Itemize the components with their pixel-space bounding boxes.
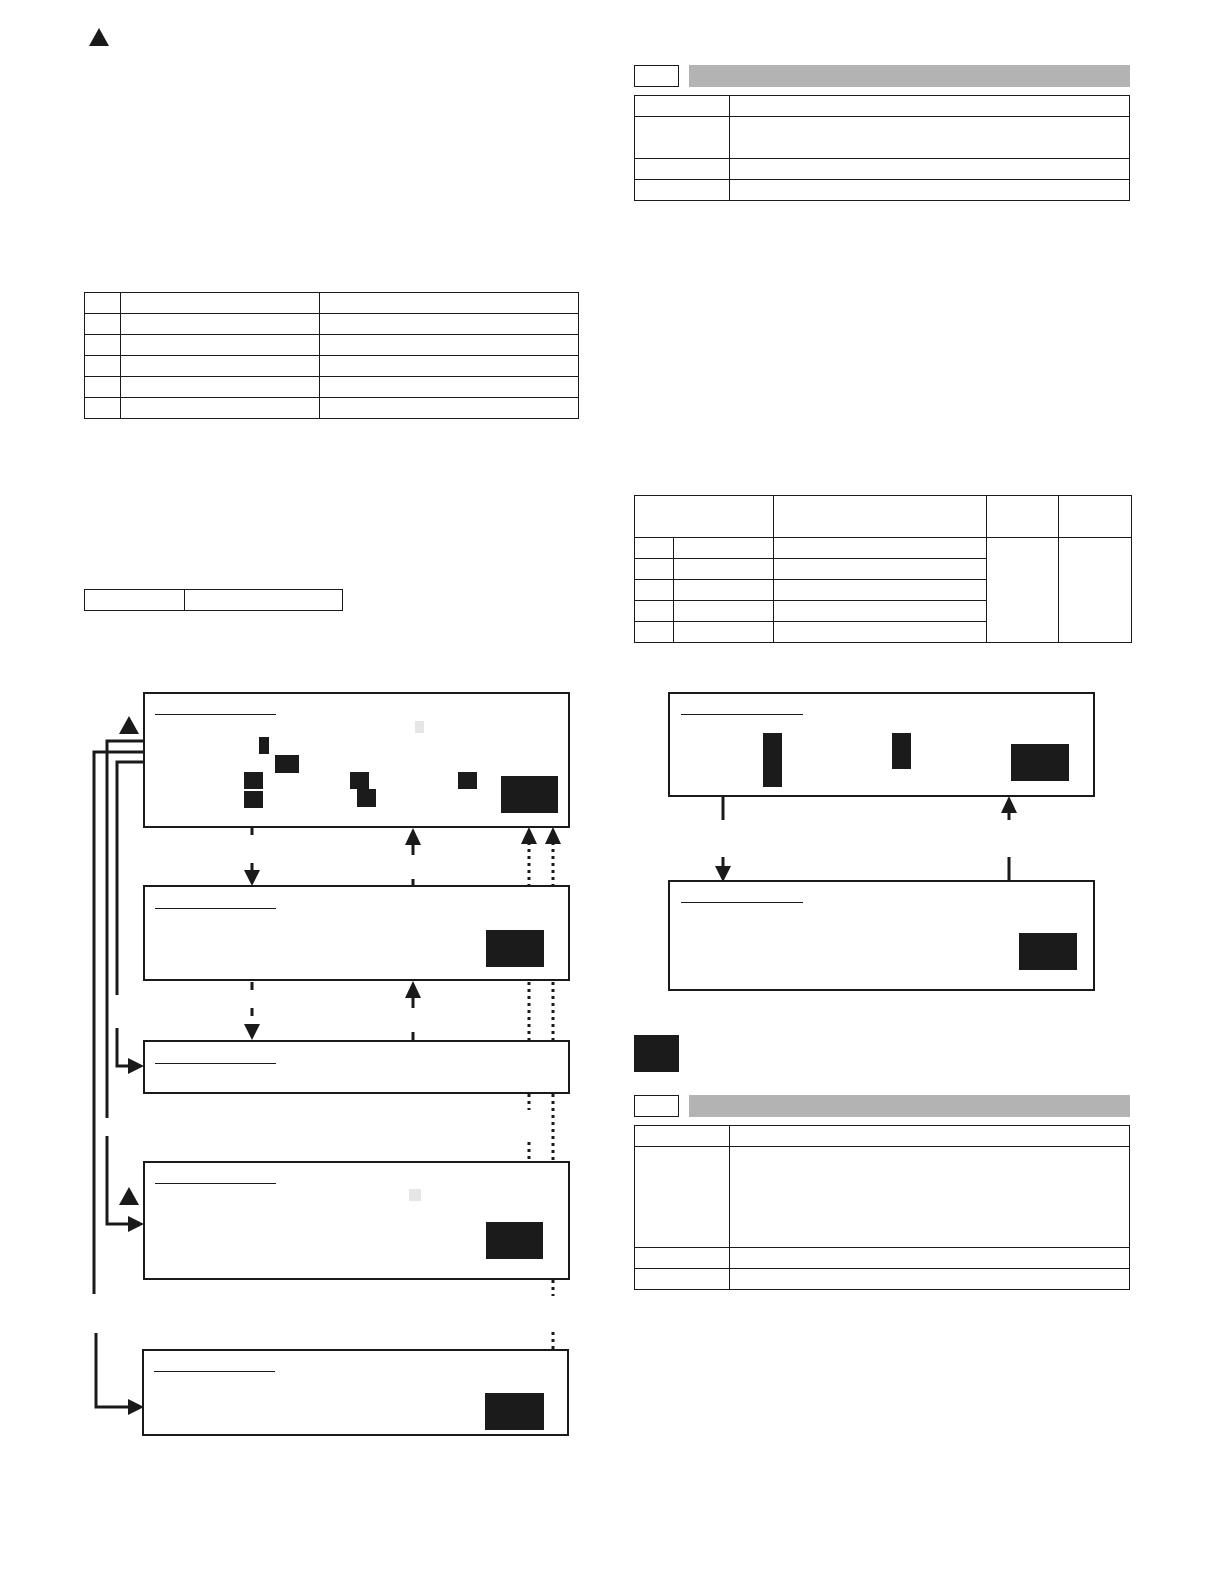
lcd-screen-1 [143,692,570,828]
key-value-table [84,589,343,611]
warning-triangle-icon [119,716,139,734]
table-row [85,293,579,314]
lcd-screen-3 [143,1040,570,1094]
screen-title-underline [154,1371,275,1372]
highlight-block [892,733,911,769]
softkey-button[interactable] [485,1393,544,1430]
table-row [85,398,579,419]
softkey-button[interactable] [1011,744,1069,781]
table-row [635,1269,1130,1290]
lcd-screen-5 [142,1349,569,1436]
section-header-bar [689,65,1130,87]
cursor-placeholder [409,1189,421,1201]
table-row [635,1126,1130,1147]
table-row [635,180,1130,201]
table-row [635,1147,1130,1248]
highlight-block [244,791,263,808]
right-lower-table [634,1125,1130,1290]
table-row [635,117,1130,159]
screen-title-underline [155,1063,276,1064]
table-row [635,159,1130,180]
highlight-block [275,755,299,773]
right-mid-table [634,495,1132,643]
screen-title-underline [681,714,803,715]
section-code-box [634,65,679,87]
black-square-icon [634,1035,679,1072]
table-row [635,538,1132,559]
section-code-box [634,1095,679,1117]
softkey-button[interactable] [486,930,544,967]
table-row [85,314,579,335]
lcd-screen-2 [143,885,570,981]
highlight-block [763,733,782,787]
highlight-block [259,737,269,754]
table-row [85,356,579,377]
warning-triangle-icon [119,1187,139,1205]
lcd-screen-right-2 [668,880,1095,991]
table-row [85,590,343,611]
table-row [635,1248,1130,1269]
cursor-placeholder [415,721,424,733]
screen-title-underline [155,908,276,909]
screen-title-underline [681,902,803,903]
screen-title-underline [155,714,276,715]
warning-triangle-icon [89,28,109,46]
section-header-bar [689,1095,1130,1117]
highlight-block [357,789,376,807]
screen-title-underline [155,1183,276,1184]
highlight-block [350,772,369,789]
softkey-button[interactable] [486,1222,543,1259]
table-header-row [635,496,1132,538]
highlight-block [458,772,477,789]
softkey-button[interactable] [501,776,558,813]
table-row [85,335,579,356]
highlight-block [244,772,263,789]
lcd-screen-right-1 [668,692,1095,797]
table-row [635,96,1130,117]
softkey-button[interactable] [1019,933,1077,970]
left-parameter-table [84,292,579,419]
lcd-screen-4 [143,1161,570,1280]
right-top-table [634,95,1130,201]
table-row [85,377,579,398]
